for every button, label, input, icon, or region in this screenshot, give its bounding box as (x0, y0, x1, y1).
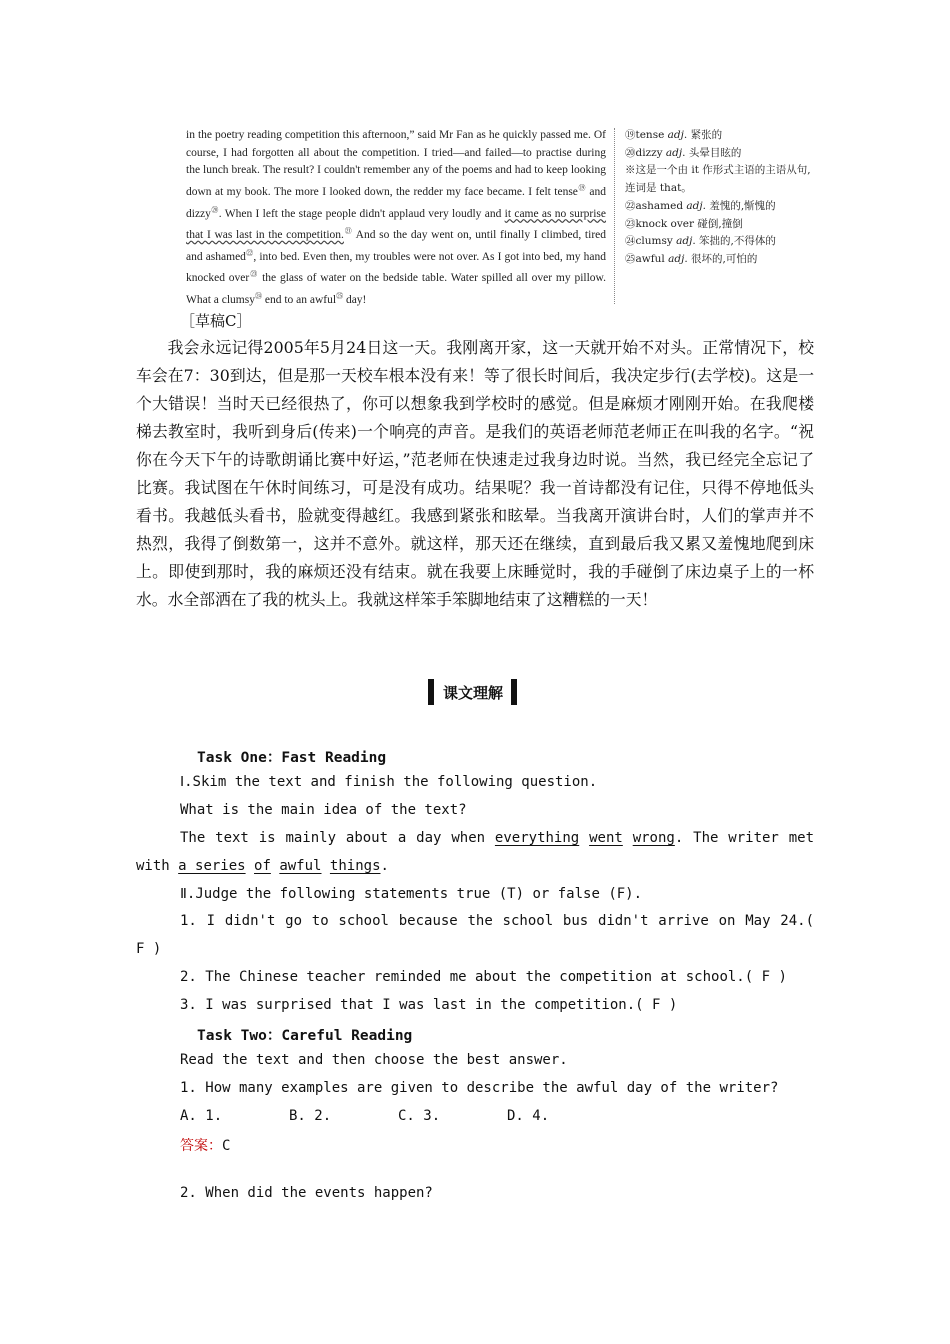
statement-1: 1. I didn't go to school because the school bus didn't arrive on May 24.( (180, 913, 814, 929)
excerpt-text: And so the day went on, until finally I climbed, tired and ashamed (186, 229, 606, 263)
excerpt-text: the glass of water on the bedside table. Water spilled all over my pillow. What a clumsy (186, 272, 606, 306)
chinese-translation: 我会永远记得2005年5月24日这一天。我刚离开家，这一天就开始不对头。正常情况下，校车会在7：30到达，但是那一天校车根本没有来！等了很长时间后，我决定步行(去学校)。这是一个大错误！当时天已经很热了，你可以想象我到学校时的感觉。但是麻烦才刚刚开始。在我爬楼梯去教室时，我听到身后(传来)一个响亮的声音。是我们的英语老师范老师正在叫我的名字。“祝你在今天下午的诗歌朗诵比赛中好运，”范老师在快速走过我身边时说。当然，我已经完全忘记了比赛。我试图在午休时间练习，可是没有成功。结果呢？我一首诗都没有记住，只得不停地低头看书。我越低头看书，脸就变得越红。我感到紧张和眩晕。当我离开演讲台时，人们的掌声并不热烈，我得了倒数第一，这并不意外。就这样，那天还在继续，直到最后我又累又羞愧地爬到床上。即使到那时，我的麻烦还没有结束。就在我要上床睡觉时，我的手碰倒了床边桌子上的一杯水。水全部洒在了我的枕头上。我就这样笨手笨脚地结束了这糟糕的一天！ (136, 338, 814, 609)
note-item: 连词是 that。 (625, 182, 692, 195)
footnote-marker: ⑳ (210, 205, 219, 214)
statement-1-answer: F ) (136, 941, 162, 957)
answer-blank: things (329, 858, 381, 874)
task-one-part1: Ⅰ.Skim the text and finish the following question. (180, 774, 598, 790)
answer-1 (180, 1135, 230, 1155)
title-bar-left (428, 679, 434, 705)
note-item: ⑳dizzy adj. 头晕目眩的 (625, 146, 742, 159)
textbook-excerpt (186, 127, 606, 309)
task-two-heading: Task Two：Careful Reading (197, 1028, 413, 1044)
footnote-marker: ㉔ (254, 291, 262, 300)
option-a: A. 1. (180, 1108, 223, 1124)
section-title (428, 678, 517, 706)
excerpt-text: , into bed. Even then, my troubles were not over. As I got into bed, my hand knocked over (186, 250, 607, 285)
wavy-underlined-clause: it came as no surprise that I was last in the competition. (186, 207, 607, 241)
answer-label: 答案： (180, 1138, 222, 1154)
footnote-marker: ㉒ (245, 248, 254, 257)
answer-value: C (222, 1138, 231, 1154)
footnote-marker: ㉕ (336, 291, 344, 300)
note-item: ㉒ashamed adj. 羞愧的,惭愧的 (625, 199, 776, 212)
note-item: ㉔clumsy adj. 笨拙的,不得体的 (625, 235, 776, 248)
footnote-marker: ⑲ (577, 184, 586, 193)
task-one-part2: Ⅱ.Judge the following statements true (T) or false (F). (180, 886, 643, 902)
answer-blank: went (589, 830, 623, 846)
task-one-answer-line1: The text is mainly about a day when everything went wrong. The writer met (180, 830, 815, 846)
excerpt-text: day! (343, 293, 367, 306)
column-divider (614, 128, 615, 304)
option-c: C. 3. (398, 1108, 441, 1124)
note-item: ㉓knock over 碰倒,撞倒 (625, 217, 743, 230)
excerpt-text: end to an awful (261, 293, 337, 306)
answer-blank: awful (279, 858, 322, 874)
footnote-marker: ㉓ (249, 270, 259, 279)
option-b: B. 2. (289, 1108, 332, 1124)
task-two-instruction: Read the text and then choose the best answer. (180, 1052, 568, 1068)
answer-blank: everything (494, 830, 580, 846)
task-one-answer-line2: with a series of awful things. (136, 858, 389, 874)
note-item: ⑲tense adj. 紧张的 (625, 129, 723, 141)
excerpt-text: . When I left the stage people didn't applaud very loudly and (218, 207, 505, 220)
excerpt-text: and dizzy (186, 185, 607, 220)
question-1: 1. How many examples are given to describe the awful day of the writer? (180, 1080, 779, 1096)
answer-blank: of (254, 858, 271, 874)
vocabulary-notes (625, 127, 855, 269)
answer-blank: wrong (632, 830, 675, 846)
task-one-heading: Task One：Fast Reading (197, 750, 387, 766)
title-bar-right (511, 679, 517, 705)
excerpt-text: in the poetry reading competition this afternoon,” said Mr Fan as he quickly passed me. Of course, I had forgotten all about the competition. I tried—and failed—to practise during the lunch break. The result? I couldn't remember any of the poems and had to keep looking down at my book. The more I looked down, the redder my face became. I felt tense (186, 129, 606, 198)
footnote-marker: ㉑ (343, 227, 353, 236)
draft-label: ［草稿C］ (180, 312, 252, 330)
statement-2: 2. The Chinese teacher reminded me about the competition at school.( F ) (180, 969, 787, 985)
statement-3: 3. I was surprised that I was last in the competition.( F ) (180, 997, 678, 1013)
answer-blank: a series (178, 858, 246, 874)
section-title-text: 课文理解 (443, 683, 504, 702)
task-one-question: What is the main idea of the text? (180, 802, 467, 818)
question-2: 2. When did the events happen? (180, 1185, 433, 1201)
note-item: ㉕awful adj. 很坏的,可怕的 (625, 252, 758, 265)
note-item: ※这是一个由 it 作形式主语的主语从句, (625, 164, 811, 177)
option-d: D. 4. (507, 1108, 550, 1124)
